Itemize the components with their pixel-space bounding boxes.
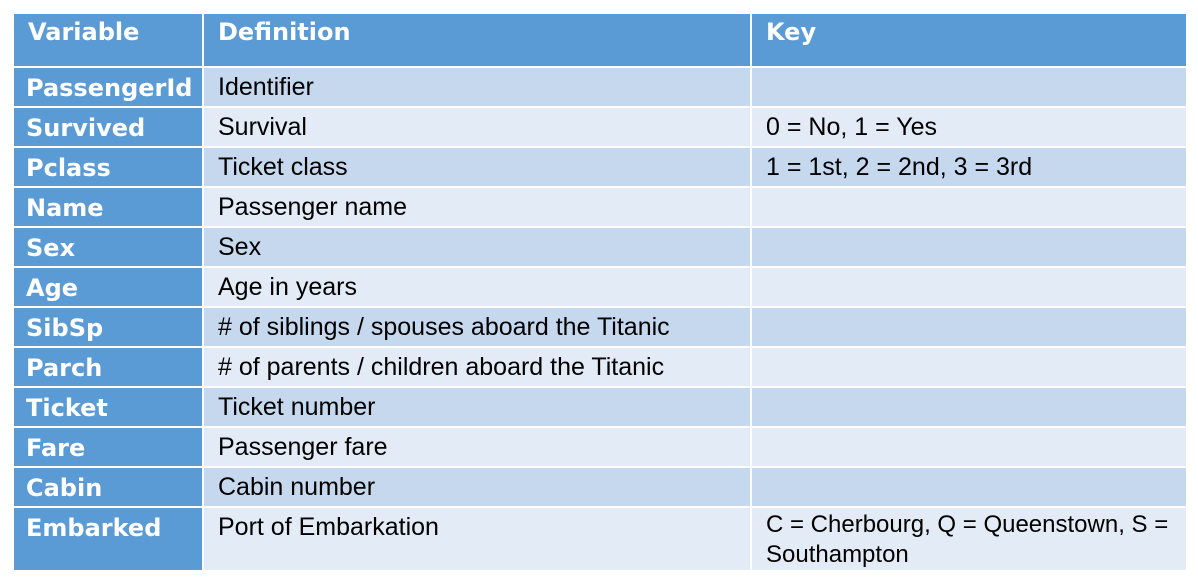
definition-cell: Survival [203, 107, 751, 147]
key-cell [751, 187, 1187, 227]
key-cell: 0 = No, 1 = Yes [751, 107, 1187, 147]
key-cell [751, 427, 1187, 467]
definition-cell: Sex [203, 227, 751, 267]
variable-cell: Name [13, 187, 203, 227]
table-row [13, 307, 1187, 347]
header-key: Key [751, 13, 1187, 67]
header-variable: Variable [13, 13, 203, 67]
key-cell: 1 = 1st, 2 = 2nd, 3 = 3rd [751, 147, 1187, 187]
table-row [13, 147, 1187, 187]
header-definition: Definition [203, 13, 751, 67]
key-cell [751, 387, 1187, 427]
definition-cell: # of parents / children aboard the Titanic [203, 347, 751, 387]
data-dictionary-table [12, 12, 1188, 572]
definition-cell: # of siblings / spouses aboard the Titanic [203, 307, 751, 347]
variable-cell: Sex [13, 227, 203, 267]
table-row [13, 387, 1187, 427]
table-row [13, 107, 1187, 147]
definition-cell: Ticket class [203, 147, 751, 187]
table-row [13, 427, 1187, 467]
table-row [13, 347, 1187, 387]
key-cell [751, 347, 1187, 387]
key-cell: C = Cherbourg, Q = Queenstown, S = Southampton [751, 507, 1187, 571]
definition-cell: Cabin number [203, 467, 751, 507]
definition-cell: Age in years [203, 267, 751, 307]
key-cell [751, 267, 1187, 307]
definition-cell: Passenger fare [203, 427, 751, 467]
header-row [13, 13, 1187, 67]
definition-cell: Port of Embarkation [203, 507, 751, 571]
table-row [13, 227, 1187, 267]
definition-cell: Passenger name [203, 187, 751, 227]
table-row [13, 507, 1187, 571]
key-cell [751, 307, 1187, 347]
variable-cell: Ticket [13, 387, 203, 427]
variable-cell: Parch [13, 347, 203, 387]
variable-cell: PassengerId [13, 67, 203, 107]
definition-cell: Identifier [203, 67, 751, 107]
table-header [13, 13, 1187, 67]
table-body [13, 67, 1187, 571]
variable-cell: Embarked [13, 507, 203, 571]
variable-cell: Cabin [13, 467, 203, 507]
variable-cell: Pclass [13, 147, 203, 187]
key-cell [751, 67, 1187, 107]
variable-cell: SibSp [13, 307, 203, 347]
definition-cell: Ticket number [203, 387, 751, 427]
variable-cell: Fare [13, 427, 203, 467]
table-row [13, 267, 1187, 307]
key-cell [751, 467, 1187, 507]
variable-cell: Survived [13, 107, 203, 147]
variable-cell: Age [13, 267, 203, 307]
key-cell [751, 227, 1187, 267]
table-row [13, 187, 1187, 227]
table-row [13, 67, 1187, 107]
table-row [13, 467, 1187, 507]
